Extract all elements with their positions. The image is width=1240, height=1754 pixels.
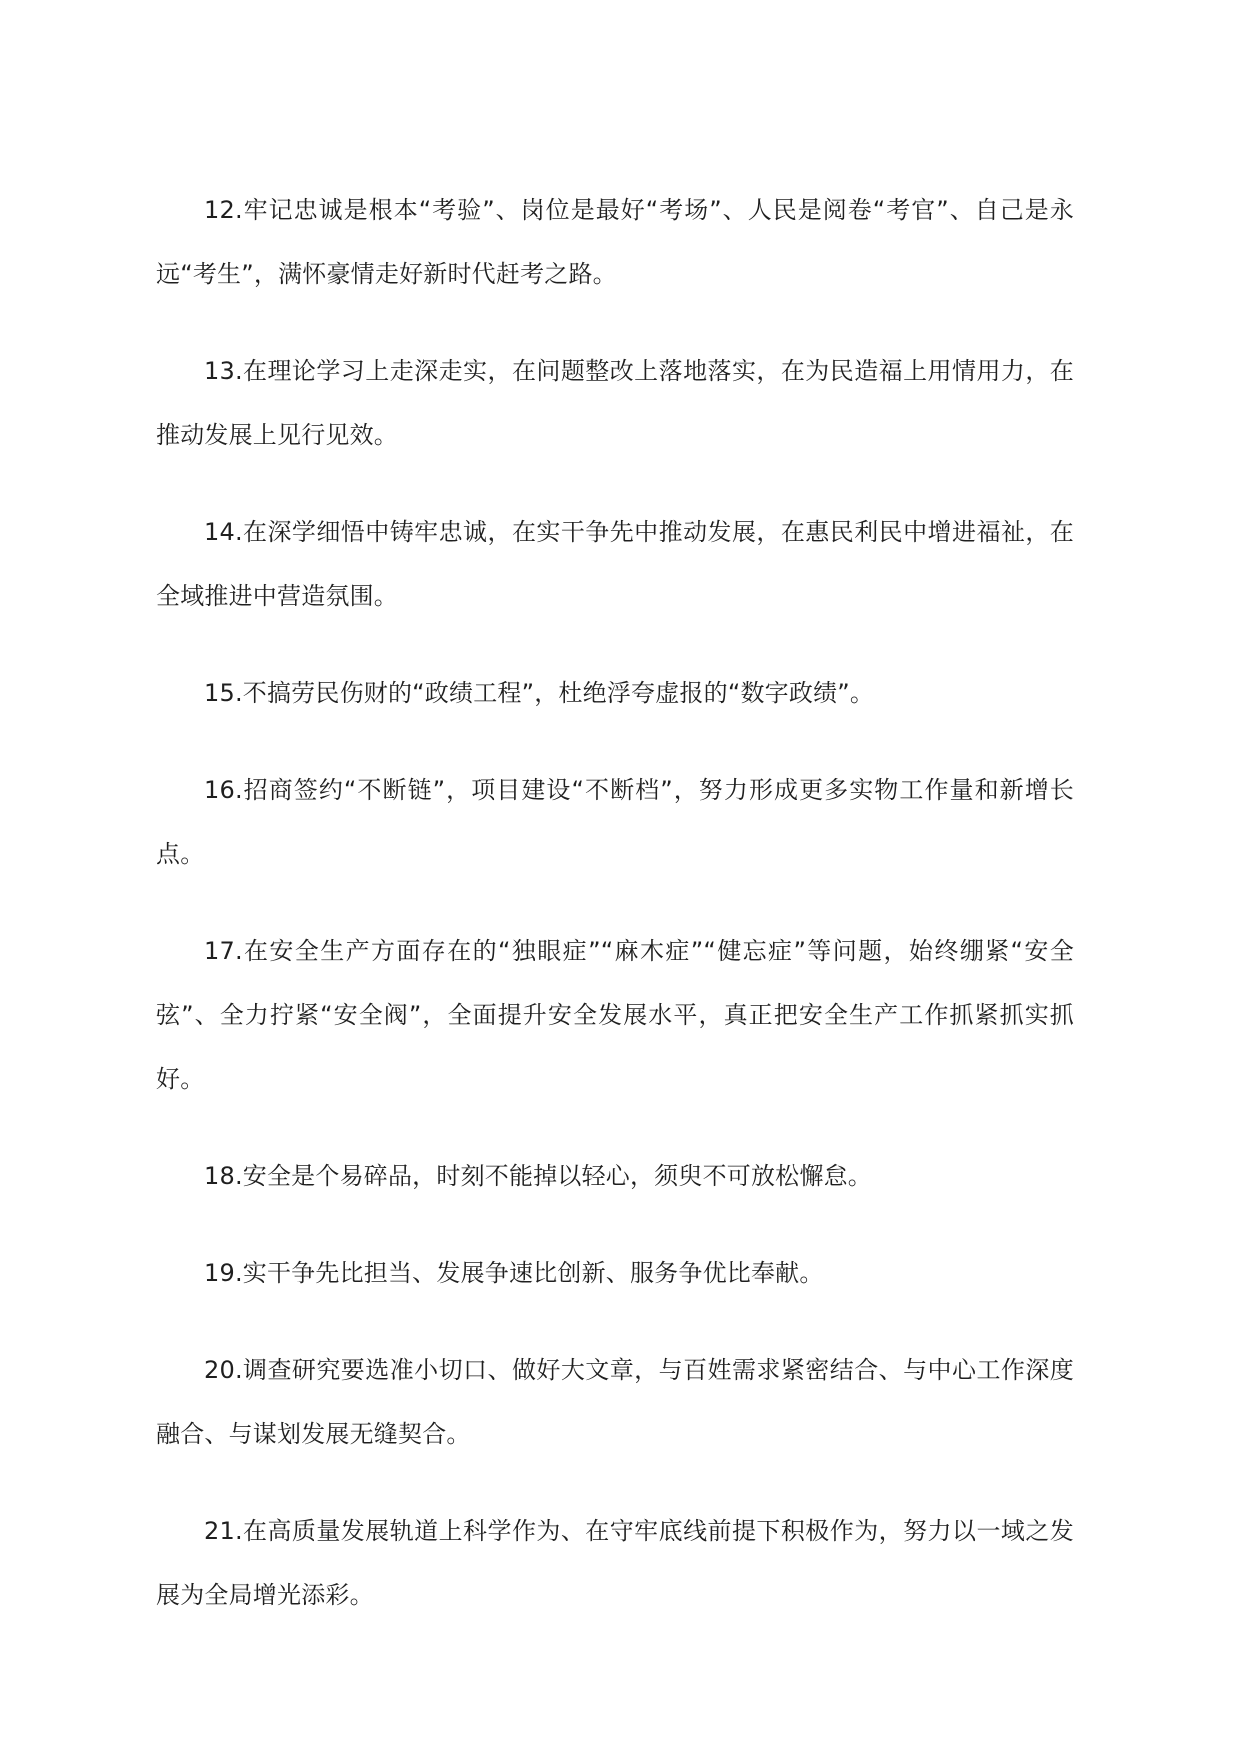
paragraph-20: 20.调查研究要选准小切口、做好大文章，与百姓需求紧密结合、与中心工作深度融合、与谋划发展无缝契合。 [156,1356,1074,1448]
paragraph-16: 16.招商签约“不断链”，项目建设“不断档”，努力形成更多实物工作量和新增长点。 [156,776,1074,868]
paragraph-13: 13.在理论学习上走深走实，在问题整改上落地落实，在为民造福上用情用力，在推动发展上见行见效。 [156,357,1074,449]
paragraph-14: 14.在深学细悟中铸牢忠诚，在实干争先中推动发展，在惠民利民中增进福祉，在全域推进中营造氛围。 [156,518,1074,610]
paragraph-17: 17.在安全生产方面存在的“独眼症”“麻木症”“健忘症”等问题，始终绷紧“安全弦”、全力拧紧“安全阀”，全面提升安全发展水平，真正把安全生产工作抓紧抓实抓好。 [156,937,1074,1093]
paragraph-12: 12.牢记忠诚是根本“考验”、岗位是最好“考场”、人民是阅卷“考官”、自己是永远“考生”，满怀豪情走好新时代赶考之路。 [156,196,1074,288]
paragraph-21: 21.在高质量发展轨道上科学作为、在守牢底线前提下积极作为，努力以一域之发展为全局增光添彩。 [156,1517,1074,1609]
paragraph-19: 19.实干争先比担当、发展争速比创新、服务争优比奉献。 [204,1259,824,1287]
paragraph-18: 18.安全是个易碎品，时刻不能掉以轻心，须臾不可放松懈怠。 [204,1162,872,1190]
paragraph-15: 15.不搞劳民伤财的“政绩工程”，杜绝浮夸虚报的“数字政绩”。 [204,679,875,707]
document-body [156,178,1074,1660]
